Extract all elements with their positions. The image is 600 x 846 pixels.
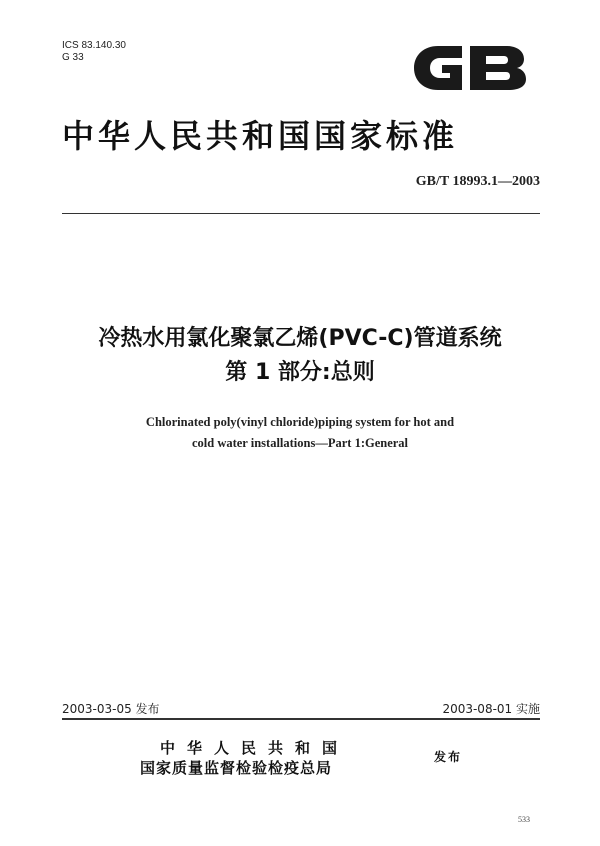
- gb-logo-g-icon: [414, 46, 462, 90]
- chinese-title: [0, 322, 600, 390]
- issuing-authority: [140, 738, 349, 778]
- page-number: 533: [518, 815, 530, 824]
- gb-logo: [410, 42, 530, 94]
- english-title: [0, 412, 600, 454]
- chinese-title-line1: 冷热水用氯化聚氯乙烯(PVC-C)管道系统: [98, 326, 502, 351]
- issuer-line1: 中华人民共和国: [160, 739, 350, 757]
- national-standard-title: 中华人民共和国国家标准: [62, 117, 459, 155]
- issue-date: 2003-03-05 发布: [62, 702, 160, 716]
- issuer-verb: 发布: [434, 750, 463, 764]
- chinese-title-line2: 第 1 部分:总则: [225, 360, 375, 385]
- ccs-code: G 33: [62, 52, 84, 63]
- classification-codes: [62, 40, 126, 64]
- english-title-line2: cold water installations—Part 1:General: [191, 436, 409, 450]
- gb-logo-text: GB: [410, 42, 412, 43]
- implementation-date: 2003-08-01 实施: [442, 702, 540, 716]
- header-divider: [62, 213, 540, 214]
- footer-divider: [62, 718, 540, 720]
- issuer-line2: 国家质量监督检验检疫总局: [140, 759, 333, 777]
- english-title-line1: Chlorinated poly(vinyl chloride)piping system for hot and: [145, 415, 455, 429]
- ics-code: ICS 83.140.30: [62, 40, 126, 51]
- standard-number: GB/T 18993.1—2003: [415, 174, 540, 189]
- gb-logo-b-icon: [470, 46, 526, 90]
